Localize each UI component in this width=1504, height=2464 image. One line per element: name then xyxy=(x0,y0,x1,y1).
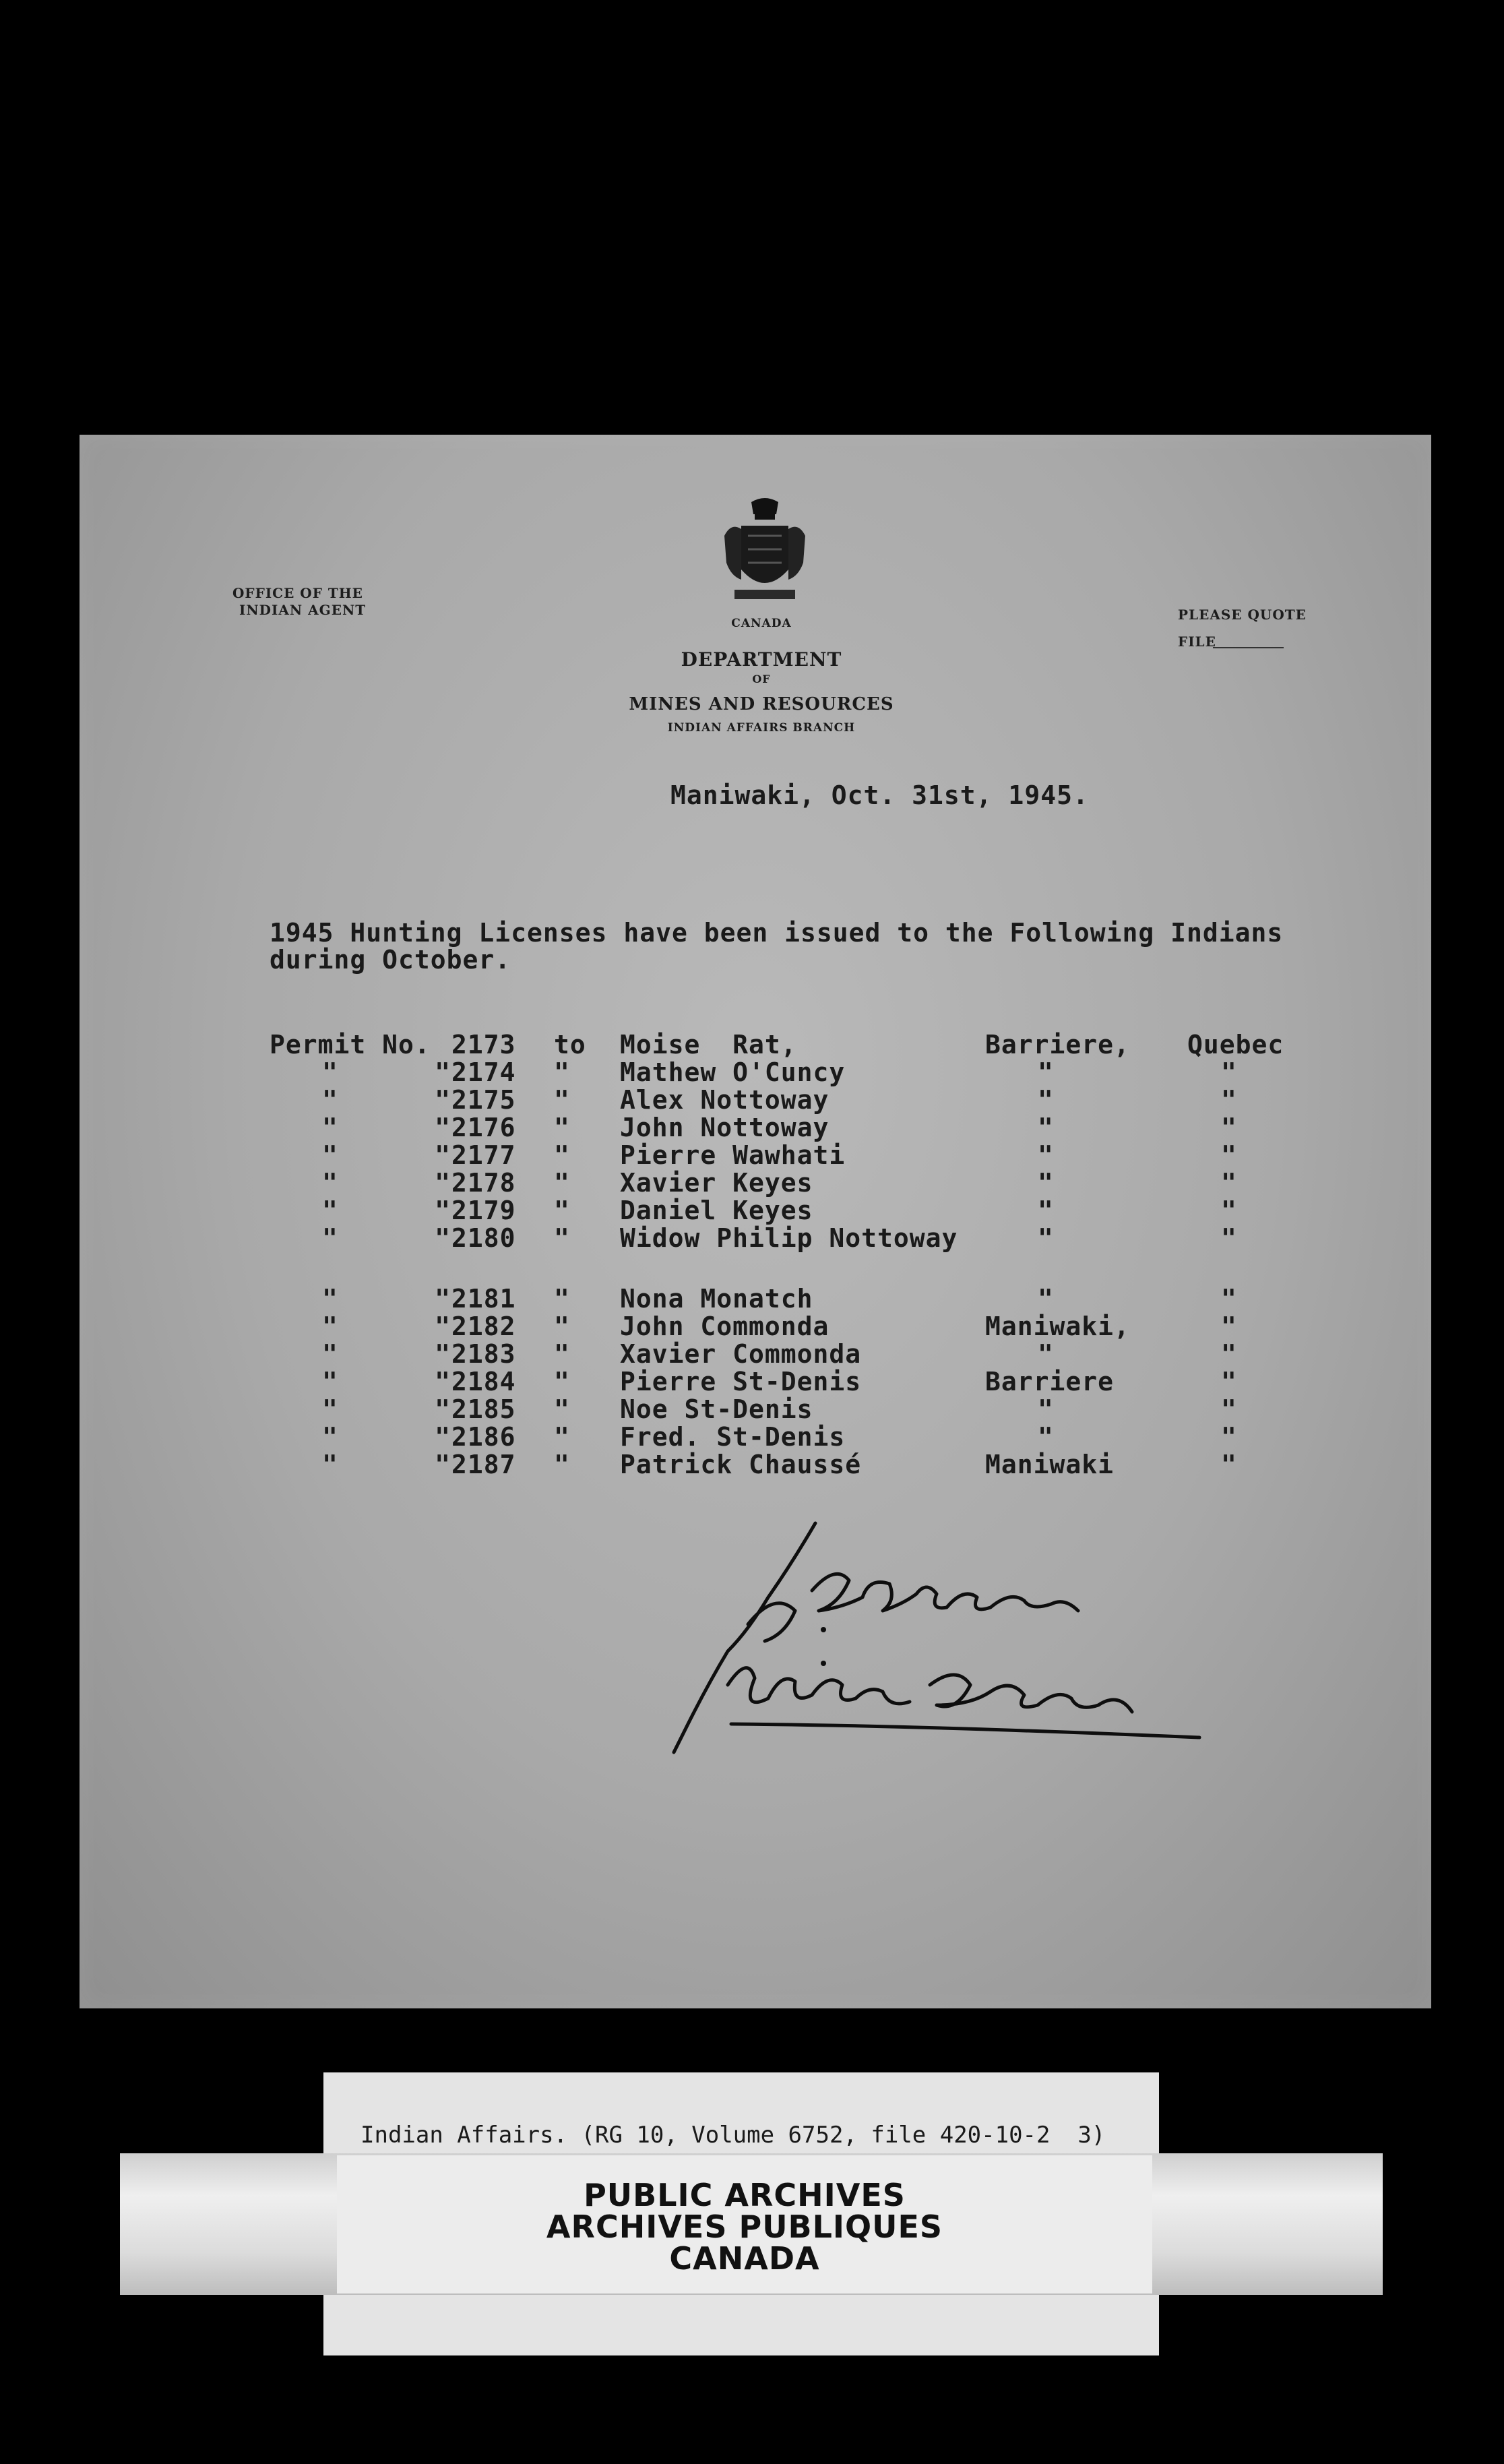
holder-province: " xyxy=(1221,1450,1237,1479)
holder-place: Maniwaki, xyxy=(985,1312,1130,1341)
permit-to: " xyxy=(554,1394,570,1424)
holder-place: " xyxy=(1038,1113,1054,1142)
holder-province: " xyxy=(1221,1140,1237,1170)
holder-name: Mathew O'Cuncy xyxy=(620,1057,846,1087)
holder-province: " xyxy=(1221,1284,1237,1314)
holder-name: John Nottoway xyxy=(620,1113,829,1142)
permit-number: 2177 xyxy=(451,1140,516,1170)
permit-number: 2184 xyxy=(451,1367,516,1396)
permit-label: " " xyxy=(322,1057,451,1087)
holder-name: Moise Rat, xyxy=(620,1030,797,1059)
table-row xyxy=(0,1339,1237,1369)
file-line xyxy=(1213,647,1284,648)
intro-line-1: 1945 Hunting Licenses have been issued to the Following Indians xyxy=(270,918,1284,948)
holder-name: Widow Philip Nottoway xyxy=(620,1223,958,1253)
permit-number: 2180 xyxy=(451,1223,516,1253)
holder-name: Fred. St-Denis xyxy=(620,1422,846,1452)
holder-province: " xyxy=(1221,1196,1237,1225)
table-row xyxy=(0,1450,1237,1479)
permit-to: " xyxy=(554,1057,570,1087)
table-row xyxy=(0,1057,1237,1087)
table-row xyxy=(0,1367,1237,1396)
permit-to: " xyxy=(554,1450,570,1479)
letterhead-ministry: MINES AND RESOURCES xyxy=(629,694,894,714)
permit-label: " " xyxy=(322,1422,451,1452)
permit-label: " " xyxy=(322,1140,451,1170)
holder-name: Pierre Wawhati xyxy=(620,1140,846,1170)
permit-label: " " xyxy=(322,1450,451,1479)
permit-to: " xyxy=(554,1113,570,1142)
holder-place: " xyxy=(1038,1196,1054,1225)
permit-number: 2175 xyxy=(451,1085,516,1115)
permit-number: 2182 xyxy=(451,1312,516,1341)
holder-name: Daniel Keyes xyxy=(620,1196,813,1225)
holder-province: " xyxy=(1221,1312,1237,1341)
holder-name: Noe St-Denis xyxy=(620,1394,813,1424)
permit-to: " xyxy=(554,1140,570,1170)
intro-line-2: during October. xyxy=(270,945,511,975)
holder-place: " xyxy=(1038,1394,1054,1424)
permit-to: to xyxy=(554,1030,586,1059)
stamp-line-1: PUBLIC ARCHIVES xyxy=(584,2177,906,2213)
holder-name: John Commonda xyxy=(620,1312,829,1341)
holder-place: " xyxy=(1038,1168,1054,1198)
permit-label: Permit No. xyxy=(270,1030,431,1059)
permit-label: " " xyxy=(322,1223,451,1253)
table-row xyxy=(0,1284,1237,1314)
permit-number: 2183 xyxy=(451,1339,516,1369)
permit-label: " " xyxy=(322,1196,451,1225)
permit-number: 2174 xyxy=(451,1057,516,1087)
stamp-line-3: CANADA xyxy=(669,2240,820,2277)
permit-to: " xyxy=(554,1196,570,1225)
permit-label: " " xyxy=(322,1284,451,1314)
table-row xyxy=(0,1223,1237,1253)
holder-province: " xyxy=(1221,1085,1237,1115)
holder-place: " xyxy=(1038,1085,1054,1115)
holder-name: Xavier Keyes xyxy=(620,1168,813,1198)
letterhead-of: OF xyxy=(752,673,771,685)
dateline: Maniwaki, Oct. 31st, 1945. xyxy=(670,780,1089,810)
holder-name: Pierre St-Denis xyxy=(620,1367,862,1396)
holder-province: " xyxy=(1221,1367,1237,1396)
table-row xyxy=(0,1312,1237,1341)
permit-number: 2186 xyxy=(451,1422,516,1452)
table-row xyxy=(0,1140,1237,1170)
holder-province: " xyxy=(1221,1422,1237,1452)
holder-place: Maniwaki xyxy=(985,1450,1115,1479)
table-row xyxy=(0,1196,1237,1225)
table-row xyxy=(0,1113,1237,1142)
please-quote-label: PLEASE QUOTE xyxy=(1178,607,1307,623)
holder-name: Xavier Commonda xyxy=(620,1339,862,1369)
permit-to: " xyxy=(554,1312,570,1341)
handwritten-signature xyxy=(647,1510,1226,1759)
letterhead-country: CANADA xyxy=(731,617,792,630)
office-line-1: OFFICE OF THE xyxy=(232,585,363,601)
holder-province: " xyxy=(1221,1057,1237,1087)
permit-label: " " xyxy=(322,1085,451,1115)
holder-province: Quebec xyxy=(1187,1030,1284,1059)
table-row xyxy=(0,1030,1284,1059)
holder-name: Alex Nottoway xyxy=(620,1085,829,1115)
permit-number: 2173 xyxy=(451,1030,516,1059)
permit-to: " xyxy=(554,1168,570,1198)
holder-place: Barriere xyxy=(985,1367,1115,1396)
stamp-line-2: ARCHIVES PUBLIQUES xyxy=(546,2209,943,2245)
permit-to: " xyxy=(554,1339,570,1369)
permit-label: " " xyxy=(322,1394,451,1424)
permit-to: " xyxy=(554,1367,570,1396)
permit-to: " xyxy=(554,1085,570,1115)
archive-reference: Indian Affairs. (RG 10, Volume 6752, file 420-10-2 3) xyxy=(361,2122,1106,2149)
permit-number: 2179 xyxy=(451,1196,516,1225)
permit-label: " " xyxy=(322,1168,451,1198)
permit-label: " " xyxy=(322,1339,451,1369)
permit-to: " xyxy=(554,1422,570,1452)
holder-place: " xyxy=(1038,1284,1054,1314)
table-row xyxy=(0,1168,1237,1198)
holder-place: " xyxy=(1038,1422,1054,1452)
table-row xyxy=(0,1085,1237,1115)
letterhead-department: DEPARTMENT xyxy=(681,648,842,671)
holder-province: " xyxy=(1221,1339,1237,1369)
holder-place: " xyxy=(1038,1339,1054,1369)
holder-province: " xyxy=(1221,1223,1237,1253)
permit-to: " xyxy=(554,1284,570,1314)
permit-number: 2181 xyxy=(451,1284,516,1314)
office-line-2: INDIAN AGENT xyxy=(239,602,367,618)
permit-to: " xyxy=(554,1223,570,1253)
holder-place: " xyxy=(1038,1223,1054,1253)
permit-label: " " xyxy=(322,1367,451,1396)
holder-province: " xyxy=(1221,1168,1237,1198)
permit-number: 2176 xyxy=(451,1113,516,1142)
holder-name: Nona Monatch xyxy=(620,1284,813,1314)
permit-number: 2178 xyxy=(451,1168,516,1198)
permit-number: 2187 xyxy=(451,1450,516,1479)
permit-label: " " xyxy=(322,1113,451,1142)
coat-of-arms-icon xyxy=(721,495,809,613)
holder-name: Patrick Chaussé xyxy=(620,1450,862,1479)
file-label: FILE xyxy=(1178,634,1216,650)
holder-place: Barriere, xyxy=(985,1030,1130,1059)
permit-number: 2185 xyxy=(451,1394,516,1424)
holder-province: " xyxy=(1221,1394,1237,1424)
table-row xyxy=(0,1422,1237,1452)
permit-label: " " xyxy=(322,1312,451,1341)
holder-province: " xyxy=(1221,1113,1237,1142)
holder-place: " xyxy=(1038,1140,1054,1170)
letterhead-branch: INDIAN AFFAIRS BRANCH xyxy=(667,721,856,735)
holder-place: " xyxy=(1038,1057,1054,1087)
table-row xyxy=(0,1394,1237,1424)
